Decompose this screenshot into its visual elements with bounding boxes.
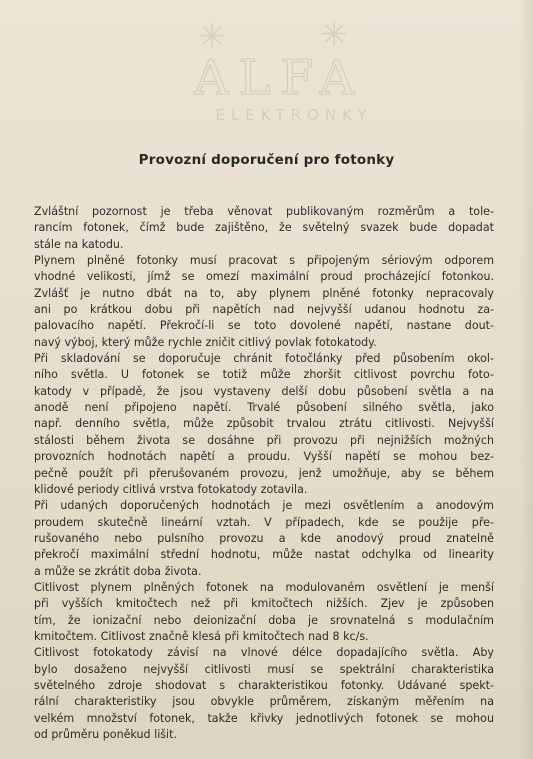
text-line: Plynem plněné fotonky musí pracovat s připojeným sériovým odporem xyxy=(34,254,494,268)
text-line: Při skladování se doporučuje chránit fotočlánky před působením okol- xyxy=(34,352,494,366)
text-line: ani po krátkou dobu při napětích nad nejvyšší udanou hodnotu za- xyxy=(34,303,494,317)
text-line: palovacího napětí. Překročí-li se toto dovolené napětí, nastane dout- xyxy=(34,319,494,333)
text-line: Při udaných doporučených hodnotách je mezi osvětlením a anodovým xyxy=(34,499,494,513)
text-line: navý výboj, který může rychle zničit citlivý povlak fotokatody. xyxy=(34,335,377,349)
text-line: anodě není připojeno napětí. Trvalé působení silného světla, jako xyxy=(34,401,494,415)
text-line: světelného zdroje shodovat s charakteristikou fotonky. Udávané spekt- xyxy=(34,678,494,692)
star-icon: ✳ xyxy=(198,17,227,57)
text-line: překročí maximální střední hodnotu, může nastat odchylka od linearity xyxy=(34,548,494,562)
star-icon: ✳ xyxy=(320,15,349,55)
text-line: katody v případě, že jsou vystaveny delší dobu působení světla a na xyxy=(34,384,494,398)
watermark-brand: ALFA xyxy=(193,50,365,106)
text-line: velkém množství fotonek, takže křivky jednotlivých fotonek se mohou xyxy=(34,711,494,725)
text-line: vhodné velikosti, jímž se omezí maximální proud procházející fotonkou. xyxy=(34,270,494,284)
page-title: Provozní doporučení pro fotonky xyxy=(138,152,395,168)
text-line: rušovaného nebo pulsního provozu a kde anodový proud znatelně xyxy=(34,531,494,545)
text-line: rancím fotonek, čímž bude zajištěno, že světelný svazek bude dopadat xyxy=(34,221,494,235)
text-line: Citlivost plynem plněných fotonek na modulovaném osvětlení je menší xyxy=(34,580,494,594)
text-line: rální charakteristiky jsou obvykle průměrem, získaným měřením na xyxy=(34,695,494,709)
text-line: Zvlášť je nutno dbát na to, aby plynem plněné fotonky nepracovaly xyxy=(34,286,494,300)
text-line: a může se zkrátit doba života. xyxy=(34,564,202,578)
text-line: bylo dosaženo nejvyšší citlivosti musí se spektrální charakteristika xyxy=(34,662,494,676)
text-line: od průměru poněkud lišit. xyxy=(34,728,178,741)
text-line: stálosti během života se dosáhne při provozu při nejnižších možných xyxy=(34,433,494,447)
text-line: tím, že ionizační nebo deionizační doba je srovnatelná s modulačním xyxy=(34,613,494,627)
scan-edge-shadow xyxy=(519,0,533,759)
text-line: např. denního světla, může způsobit trvalou ztrátu citlivosti. Nejvyšší xyxy=(34,417,494,431)
watermark-subtitle: ELEKTRONKY xyxy=(215,106,373,124)
body-text xyxy=(34,204,494,743)
text-line: Zvláštní pozornost je třeba věnovat publikovaným rozměrům a tole- xyxy=(34,205,494,218)
text-line: provozních hodnotách napětí a proudu. Vyšší napětí se mohou bez- xyxy=(34,450,494,464)
text-line: pečně použít při přerušovaném provozu, jenž umožňuje, aby se během xyxy=(34,466,494,480)
text-line: ního světla. U fotonek se totiž může zhoršit citlivost povrchu foto- xyxy=(34,368,494,382)
text-line: při vyšších kmitočtech než při kmitočtech nižších. Zjev je způsoben xyxy=(34,597,494,611)
text-line: Citlivost fotokatody závisí na vlnové délce dopadajícího světla. Aby xyxy=(34,646,494,660)
text-line: klidové periody citlivá vrstva fotokatody zotavila. xyxy=(34,482,308,496)
text-line: kmitočtem. Citlivost značně klesá při kmitočtech nad 8 kc/s. xyxy=(34,629,369,643)
brand-watermark xyxy=(150,15,390,128)
text-line: stále na katodu. xyxy=(34,237,124,251)
text-line: proudem skutečně lineární vztah. V případech, kde se použije pře- xyxy=(34,515,494,529)
